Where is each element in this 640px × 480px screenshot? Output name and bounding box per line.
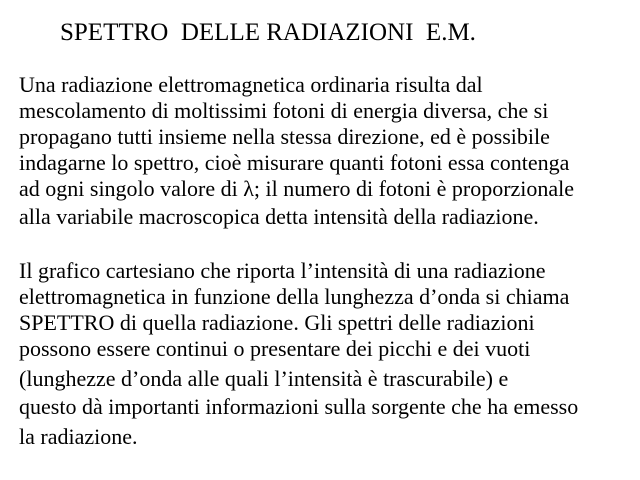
paragraph-line: possono essere continui o presentare dei picchi e dei vuoti <box>19 336 531 361</box>
paragraph-line: propagano tutti insieme nella stessa direzione, ed è possibile <box>19 124 550 149</box>
paragraph-line: Una radiazione elettromagnetica ordinaria risulta dal <box>19 72 483 97</box>
paragraph-line: la radiazione. <box>19 424 138 449</box>
paragraph-line: indagarne lo spettro, cioè misurare quanti fotoni essa contenga <box>19 150 570 175</box>
paragraph-line: ad ogni singolo valore di λ; il numero di fotoni è proporzionale <box>19 176 575 201</box>
paragraph-line: Il grafico cartesiano che riporta l’intensità di una radiazione <box>19 258 546 283</box>
paragraph-line: elettromagnetica in funzione della lunghezza d’onda si chiama <box>19 284 570 309</box>
paragraph-line: alla variabile macroscopica detta intensità della radiazione. <box>19 204 539 229</box>
slide-title: SPETTRO DELLE RADIAZIONI E.M. <box>60 19 476 46</box>
paragraph-line: questo dà importanti informazioni sulla sorgente che ha emesso <box>19 394 579 419</box>
paragraph-line: SPETTRO di quella radiazione. Gli spettri delle radiazioni <box>19 310 535 335</box>
paragraph-line: (lunghezze d’onda alle quali l’intensità è trascurabile) e <box>19 366 509 391</box>
paragraph-line: mescolamento di moltissimi fotoni di energia diversa, che si <box>19 98 549 123</box>
